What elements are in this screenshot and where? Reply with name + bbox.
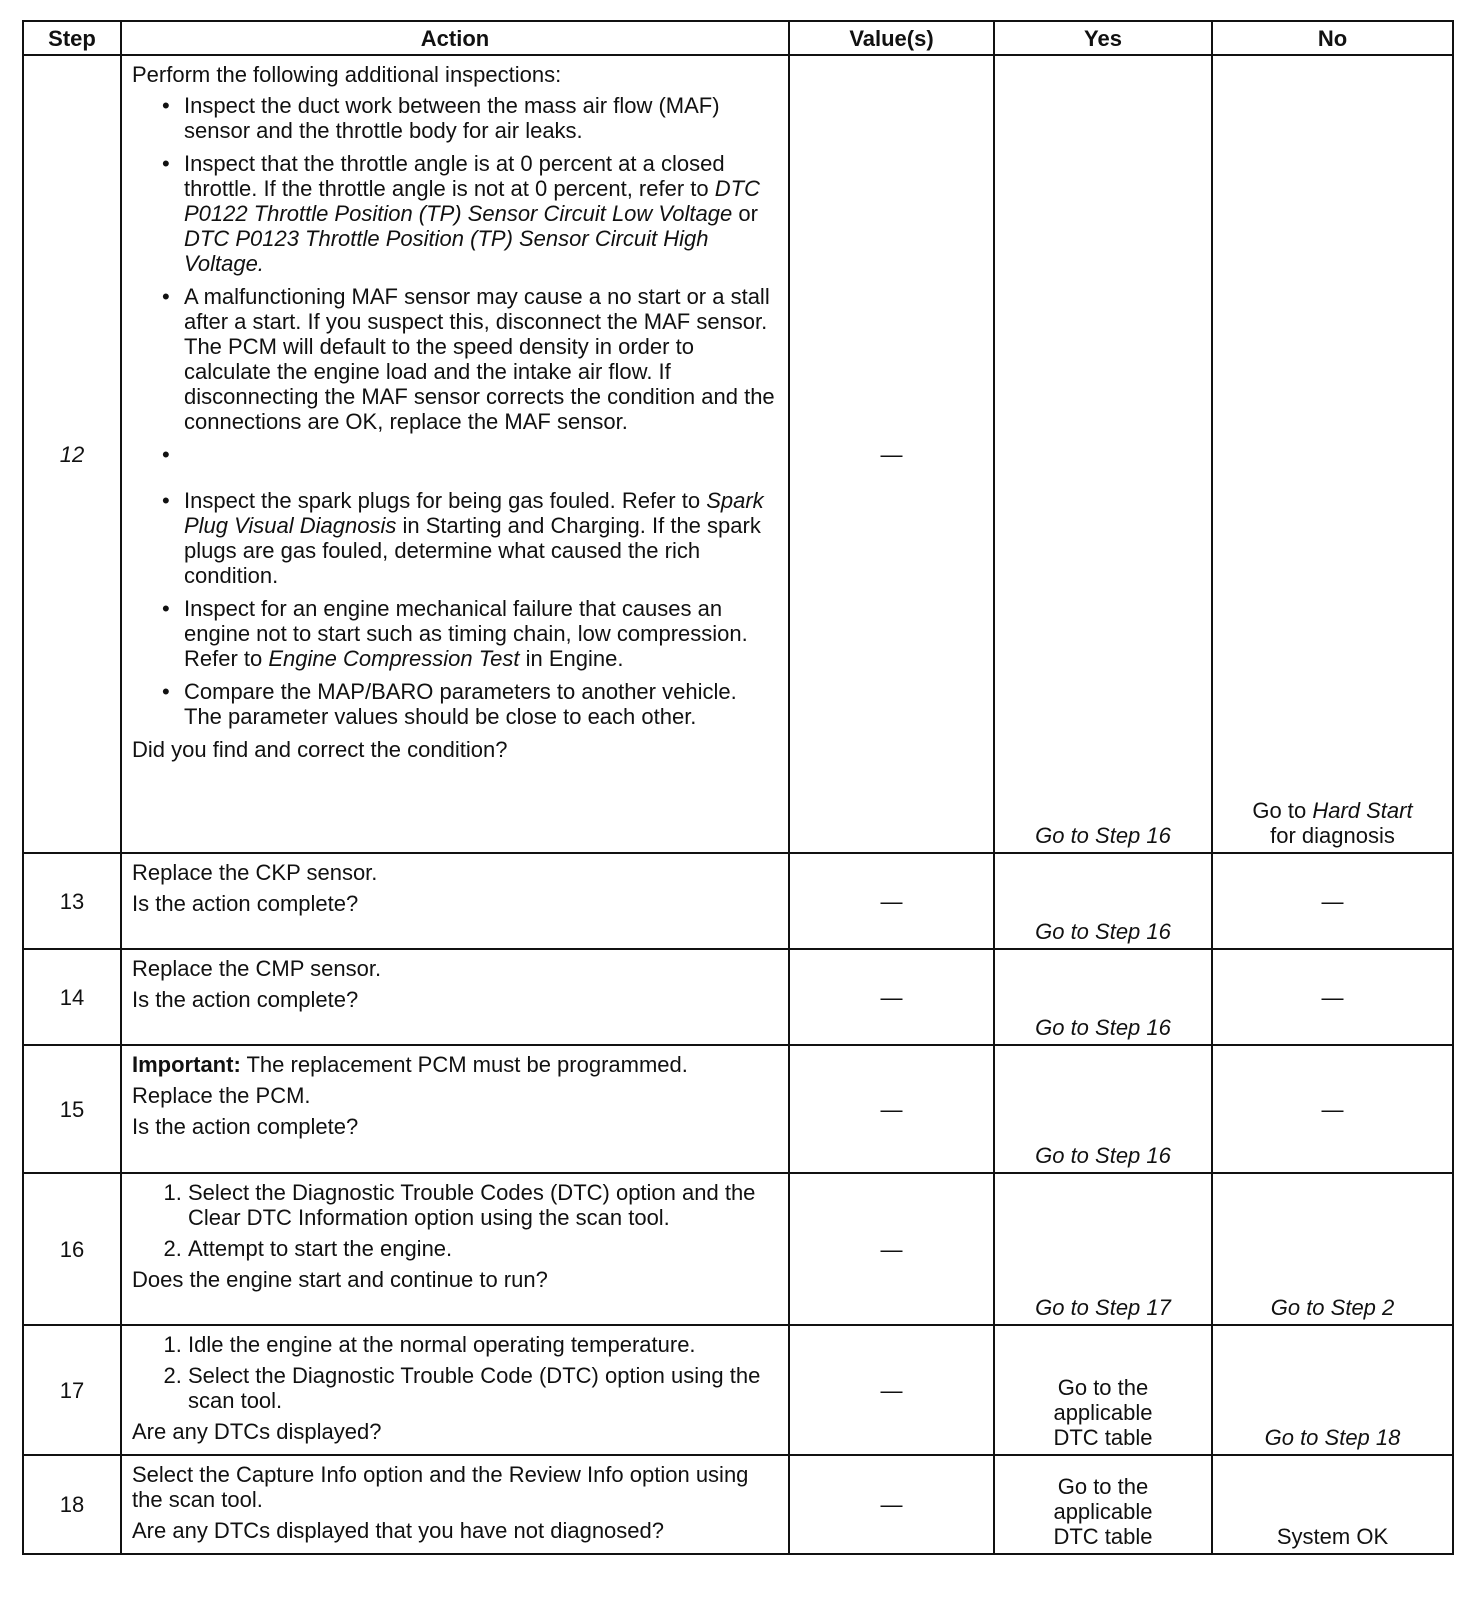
no-cell: Go to Step 18 [1212, 1325, 1453, 1455]
no-cell: — [1212, 853, 1453, 949]
doc-reference: Engine Compression Test [268, 646, 520, 671]
important-note: Important: The replacement PCM must be programmed. [132, 1052, 688, 1077]
table-row-step-12 [23, 55, 1453, 853]
header-step: Step [23, 21, 121, 55]
value-cell: — [789, 1045, 994, 1173]
yes-cell: Go to the applicable DTC table [994, 1325, 1212, 1455]
step-number: 13 [23, 853, 121, 949]
yes-cell: Go to Step 16 [994, 1045, 1212, 1173]
action-line: Select the Capture Info option and the Review Info option using the scan tool. [132, 1462, 749, 1512]
list-item: • Inspect that the throttle angle is at 0 percent at a closed throttle. If the throttle angle is not at 0 percent, refer to DTC P0122 Throttle Position (TP) Sensor Circuit Low Voltage or DTC P0123 Throttle Position (TP) Sensor Circuit High Voltage. [184, 151, 778, 276]
yes-cell: Go to Step 17 [994, 1173, 1212, 1325]
header-row [23, 21, 1453, 55]
yes-cell: Go to the applicable DTC table [994, 1455, 1212, 1554]
value-cell: — [789, 1455, 994, 1554]
step-number: 15 [23, 1045, 121, 1173]
value-cell: — [789, 1173, 994, 1325]
action-line: Replace the PCM. [132, 1083, 311, 1108]
action-cell [121, 1045, 789, 1173]
header-action: Action [121, 21, 789, 55]
table-row-step-16 [23, 1173, 1453, 1325]
important-label: Important: [132, 1052, 241, 1077]
list-item: 1. Select the Diagnostic Trouble Codes (DTC) option and the Clear DTC Information option using the scan tool. [188, 1180, 778, 1230]
doc-reference: DTC P0123 Throttle Position (TP) Sensor Circuit High Voltage. [184, 226, 709, 276]
value-cell: — [789, 55, 994, 853]
diagnostic-table [22, 20, 1454, 1555]
list-item: 1. Idle the engine at the normal operating temperature. [188, 1332, 778, 1357]
step-number: 16 [23, 1173, 121, 1325]
action-intro: Perform the following additional inspections: [132, 62, 562, 87]
step-number: 18 [23, 1455, 121, 1554]
action-cell [121, 949, 789, 1045]
list-item: • Inspect the duct work between the mass air flow (MAF) sensor and the throttle body for air leaks. [184, 93, 778, 143]
numbered-steps [132, 1180, 778, 1261]
step-number: 14 [23, 949, 121, 1045]
numbered-steps [132, 1332, 778, 1413]
table-row-step-17 [23, 1325, 1453, 1455]
no-cell: System OK [1212, 1455, 1453, 1554]
list-item: 2. Select the Diagnostic Trouble Code (DTC) option using the scan tool. [188, 1363, 778, 1413]
action-question: Are any DTCs displayed? [132, 1419, 382, 1444]
table-row-step-18 [23, 1455, 1453, 1554]
action-question: Are any DTCs displayed that you have not diagnosed? [132, 1518, 664, 1543]
header-no: No [1212, 21, 1453, 55]
action-question: Did you find and correct the condition? [132, 737, 508, 762]
step-number: 17 [23, 1325, 121, 1455]
action-line: Replace the CMP sensor. [132, 956, 382, 981]
yes-cell: Go to Step 16 [994, 853, 1212, 949]
action-line: Replace the CKP sensor. [132, 860, 378, 885]
action-question: Is the action complete? [132, 1114, 359, 1139]
step-number: 12 [23, 55, 121, 853]
action-cell [121, 1173, 789, 1325]
action-question: Does the engine start and continue to run? [132, 1267, 548, 1292]
table-row-step-15 [23, 1045, 1453, 1173]
table-row-step-13 [23, 853, 1453, 949]
no-cell: — [1212, 1045, 1453, 1173]
doc-reference: Hard Start [1312, 798, 1413, 823]
header-yes: Yes [994, 21, 1212, 55]
value-cell: — [789, 949, 994, 1045]
yes-cell: Go to Step 16 [994, 949, 1212, 1045]
spacer [184, 442, 778, 480]
list-item: • Inspect the spark plugs for being gas fouled. Refer to Spark Plug Visual Diagnosis in Starting and Charging. If the spark plugs are gas fouled, determine what caused the rich condition. [184, 488, 778, 588]
table-row-step-14 [23, 949, 1453, 1045]
yes-cell: Go to Step 16 [994, 55, 1212, 853]
list-item: • A malfunctioning MAF sensor may cause a no start or a stall after a start. If you suspect this, disconnect the MAF sensor. The PCM will default to the speed density in order to calculate the engine load and the intake air flow. If disconnecting the MAF sensor corrects the condition and the connections are OK, replace the MAF sensor. [184, 284, 778, 434]
list-item: • Compare the MAP/BARO parameters to another vehicle. The parameter values should be close to each other. [184, 679, 778, 729]
list-item: 2. Attempt to start the engine. [188, 1236, 778, 1261]
action-question: Is the action complete? [132, 987, 359, 1012]
action-cell [121, 55, 789, 853]
value-cell: — [789, 1325, 994, 1455]
no-cell: Go to Step 2 [1212, 1173, 1453, 1325]
doc-reference: Spark Plug Visual Diagnosis [184, 488, 764, 538]
list-item: • Inspect for an engine mechanical failure that causes an engine not to start such as timing chain, low compression. Refer to Engine Compression Test in Engine. [184, 596, 778, 671]
value-cell: — [789, 853, 994, 949]
no-cell: Go to Hard Start for diagnosis [1212, 55, 1453, 853]
action-cell [121, 1325, 789, 1455]
action-cell [121, 1455, 789, 1554]
header-values: Value(s) [789, 21, 994, 55]
action-question: Is the action complete? [132, 891, 359, 916]
action-cell [121, 853, 789, 949]
inspection-list [132, 93, 778, 729]
no-cell: — [1212, 949, 1453, 1045]
doc-reference: DTC P0122 Throttle Position (TP) Sensor Circuit Low Voltage [184, 176, 760, 226]
